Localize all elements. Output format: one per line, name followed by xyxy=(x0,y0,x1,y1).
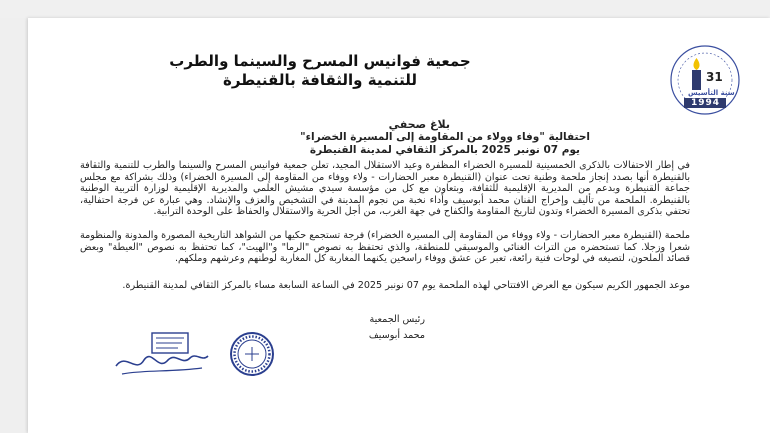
association-logo xyxy=(662,40,748,126)
logo-number: 31 xyxy=(706,70,723,84)
logo-year: 1994 xyxy=(691,98,721,108)
logo-graphic xyxy=(662,40,748,126)
viewer-top-bar xyxy=(0,0,770,19)
organization-name xyxy=(110,52,530,90)
event-date-line: يوم 07 نونبر 2025 بالمركز الثقافي لمدينة القنيطرة xyxy=(309,144,580,156)
candle-icon xyxy=(692,70,701,90)
body-paragraph: موعد الجمهور الكريم سيكون مع العرض الافتتاحي لهذه الملحمة يوم 07 نونبر 2025 في الساعة السابعة مساء بالمركز الثقافي لمدينة القنيطرة. xyxy=(122,280,690,291)
flame-icon xyxy=(693,58,699,70)
body-paragraph: ملحمة (القنيطرة معبر الحضارات - ولاء ووفاء من المقاومة إلى المسيرة الخضراء) فرجة تستجمع حكيها من الشواهد التاريخية المصورة والمدونة والمنظومة شعرا وزجلا. كما تستحضره من التراث الغنائي والموسيقي للمنطقة، والذي تحتفظ به نصوص "الرما" و"الهيت"، كما تحتفظ به نصوص "العيطة" وبعض قصائد الملحون، لتصيغه في لوحات فنية رائعة، تعبر عن عشق ووفاء راسخين يكنهما المغاربة كل المغاربة لوطنهم وعرشهم وملكهم. xyxy=(80,230,690,265)
organization-name-line1: جمعية فوانيس المسرح والسينما والطرب xyxy=(169,52,471,70)
signature-scribble-icon xyxy=(112,330,212,382)
signature-role: رئيس الجمعية xyxy=(369,314,425,325)
press-release-label: بلاغ صحفي xyxy=(388,118,450,131)
round-seal-stamp xyxy=(228,330,276,378)
handwritten-signature xyxy=(112,330,212,382)
body-paragraph: في إطار الاحتفالات بالذكرى الخمسينية للمسيرة الخضراء المظفرة وعيد الاستقلال المجيد، تعلن جمعية فوانيس المسرح والسينما والطرب للتنمية والثقافة بالقنيطرة أنها بصدد إنجاز ملحمة وطنية تحت عنوان (القنيطرة معبر الحضارات - ولاء ووفاء من المقاومة إلى المسيرة الخضراء) وذلك بشراكة مع مجلس جماعة القنيطرة وبدعم من المديرية الإقليمية للثقافة، وبتعاون مع كل من مؤسسة سيدي مشيش العلمي والمديرية الإقليمية لوزارة التربية الوطنية بالقنيطرة. الملحمة من تأليف وإخراج الفنان محمد أبوسيف وأداء نخبة من نجوم المدينة في التشخيص والعزف والإنشاد. وهي عبارة عن فرجة احتفالية، تحتفي بذكرى المسيرة الخضراء وتدون لتاريخ المقاومة والكفاح في جهة الغرب، من أجل الحرية والاستقلال والحفاظ على الوحدة الترابية. xyxy=(80,160,690,218)
signature-name: محمد أبوسيف xyxy=(368,330,425,341)
document-page xyxy=(28,18,770,433)
viewer-left-margin xyxy=(0,18,28,433)
event-title: احتفالية "وفاء وولاء من المقاومة إلى المسيرة الخضراء" xyxy=(300,131,590,143)
organization-name-line2: للتنمية والثقافة بالقنيطرة xyxy=(222,71,418,89)
round-seal-icon xyxy=(228,330,276,378)
logo-caption: سنة التأسيس xyxy=(688,89,735,97)
